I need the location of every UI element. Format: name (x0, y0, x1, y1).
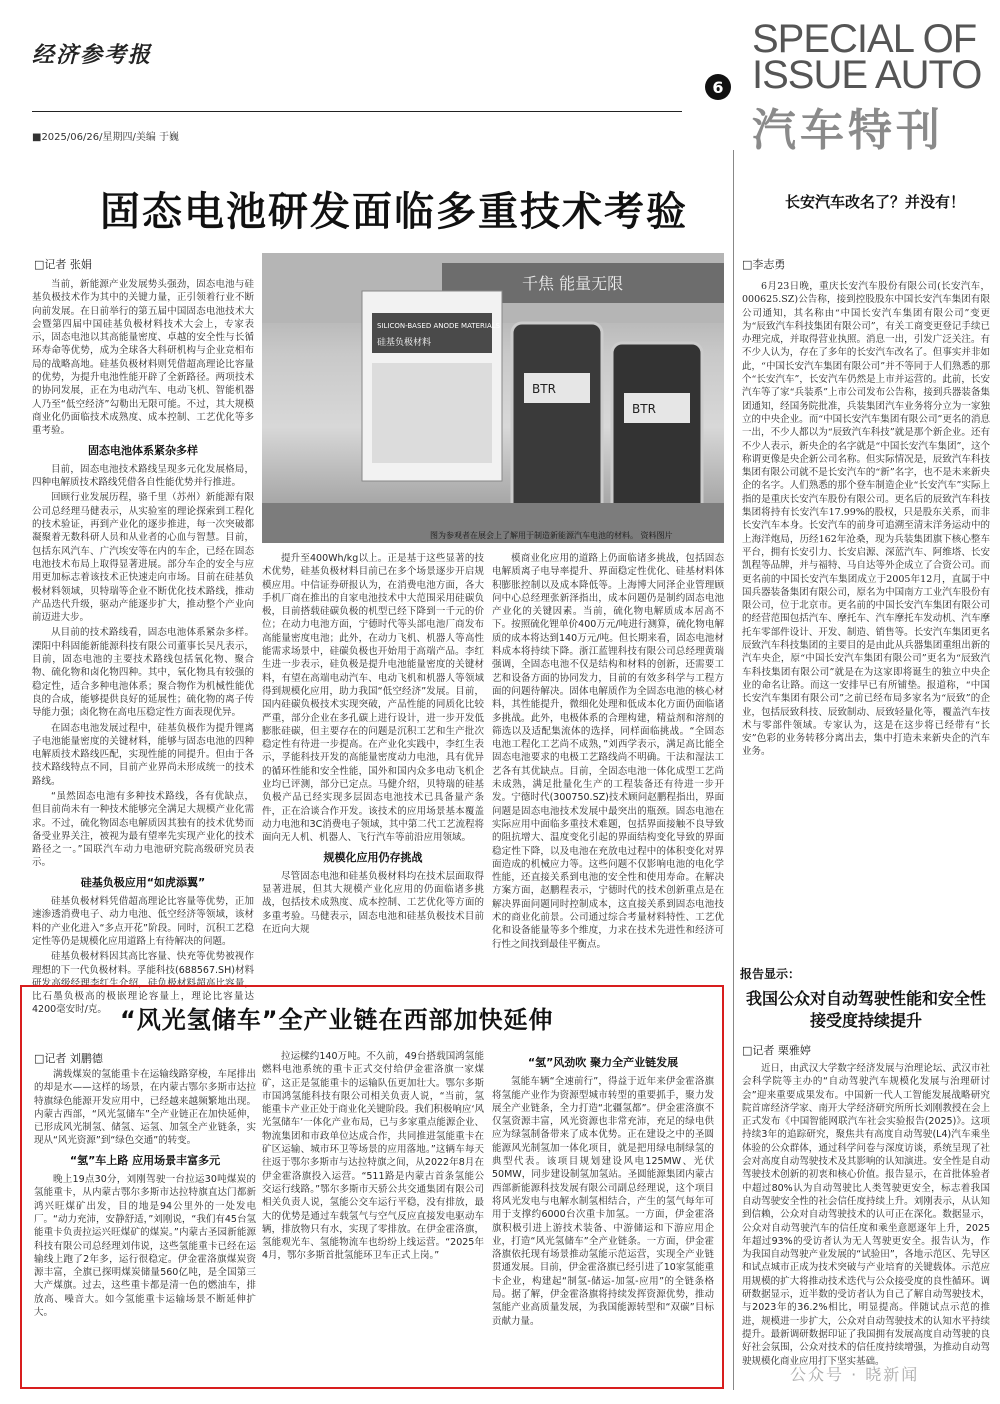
lead-paragraph: “虽然固态电池有多种技术路线，各有优缺点，但目前尚未有一种技术能够完全满足大规模产业化需求。不过，硫化物固态电解质因其独有的技术优势而备受业界关注，被视为最有望率先实现产业化的技术路径之一。”国联汽车动力电池研究院高级研究员表示。 (32, 790, 254, 869)
special-issue-label: SPECIAL OF (752, 17, 977, 61)
lead-subhead-1: 固态电池体系紧杂多样 (88, 443, 198, 457)
lead-paragraph: 提升至400Wh/kg以上。正是基于这些显著的技术优势，硅基负极材料目前已在多个场景逐步开启规模应用。中信证券研报认为，在消费电池方面，各大手机厂商在推出的自家电池技术中大范围采用硅碳负极，目前搭载硅碳负极的机型已经下降到一千元的价位；在动力电池方面，宁德时代等头部电池厂商发布高能量密度电池；此外，在动力飞机、机器人等高性能需求场景中，硅碳负极也开始用于高端产品。李红生进一步表示，硅负极是提升电池能量密度的关键材料，有望在高端电动汽车、电动飞机和机器人等领域得到规模化应用，助力我国“低空经济”发展。目前，国内硅碳负极技术实现突破，产品性能的同质化比较严重，部分企业在多孔碳上进行设计，进一步开发低膨胀硅碳，但主要存在的问题是沉积工艺和生产批次稳定性有待进一步提高。在产业化实践中，李红生表示，孚能科技开发的高能量密度动力电池，具有优异的循环性能和安全性能，国外和国内众多电动飞机企业均已评测，部分已定点。马健介绍，贝特瑞的硅基负极产品已经实现多层固态电池技术已具备量产条件，正在洽谈合作开发。该技术的应用场景基本覆盖动力电池和3C消费电子领域，其中第二代工艺流程将面向无人机、机器人、飞行汽车等前沿应用领域。 (262, 553, 484, 844)
lead-byline: □记者 张娟 (34, 258, 92, 271)
section-title: 汽车特刊 (752, 105, 944, 156)
report-kicker: 报告显示： (740, 967, 801, 981)
lead-subhead-2: 硅基负极应用“如虎添翼” (80, 875, 206, 889)
side-headline: 长安汽车改名了？并没有！ (784, 193, 965, 211)
exhibition-photo-illustration (262, 253, 724, 543)
lead-paragraph: 回顾行业发展历程，骆千里（苏州）新能源有限公司总经理马健表示，从实验室的理论探索到工程化的技术验证，再到产业化的逐步推进，每一次突破都凝聚着无数科研人员和从业者的心血与智慧。目前，包括东风汽车、广汽埃安等在内的车企，已经在固态电池技术布局上取得显著进展。部分车企的安全与应用更加标志着该技术正快速走向市场。目前在硅基负极材料领域，贝特瑞等企业不断优化技术路线，推动产品迭代升级，驱动产能逐步扩大，推动整个产业向前迈进大步。 (32, 492, 254, 624)
lead-paragraph: 模商业化应用的道路上仍面临诸多挑战，包括固态电解质离子电导率提升、界面稳定性优化、硅基材料体积膨胀控制以及成本降低等。上海博大同泽企业管理顾问中心总经理张新泽指出，成本问题仍是制约固态电池产业化的关键因素。当前，硫化物电解质成本居高不下。按照硫化锂单价400万元/吨进行测算，硫化物电解质的成本将达到140万元/吨。但长期来看，固态电池材料成本将持续下降。浙江蓝锂科技有限公司总经理黄瑞强调，全固态电池不仅是结构和材料的创新，还需要工艺和设备方面的协同发力，目前的有效多科学与工程方面的问题待解决。固体电解质作为全固态电池的核心材料，其性能提升，微细化处理和低成本化方面仍面临诸多挑战。此外，电极体系的合理构建，精益剂和溶剂的筛选以及适配集流体的选择，同样面临挑战。“全固态电池工程化工艺尚不成熟，”刘西学表示，满足高比能全固态电池要求的电极工艺路线尚不明确。干法和湿法工艺各有其优缺点。目前，全固态电池一体化成型工艺尚未成熟，满足批量化生产的工程装备还有待进一步开发。宁德时代(300750.SZ)技术顾问赵鹏程指出，界面问题是固态电池技术发展中最突出的瓶颈。固态电池在实际应用中面临多重技术难题，包括界面接触不良导致的阻抗增大、温度变化引起的界面结构变化导致的界面稳定性下降，以及电池在充放电过程中的体积变化对界面造成的机械应力等。这些问题不仅影响电池的电化学性能，还直接关系到电池的安全性和使用寿命。在解决方案方面，赵鹏程表示，宁德时代的技术创新重点是在解决界面问题同时控制成本，这直接关系到固态电池技术的商业化前景。公司通过综合考量材料特性、工艺优化和设备能量等多个维度，力求在技术先进性和经济可行性之间找到最佳平衡点。 (492, 553, 724, 950)
report-body (742, 1062, 990, 1367)
poster-title: SILICON-BASED ANODE MATERIALS (377, 322, 501, 330)
jar-label-left: BTR (532, 382, 556, 396)
side-body (742, 280, 990, 950)
dateline: ■2025/06/26/星期四/美编 于巍 (32, 132, 180, 143)
lead-subhead-3: 规模化应用仍存挑战 (323, 850, 423, 864)
feature-paragraph: 满载煤炭的氢能重卡在运输线路穿梭，车尾排出的却是水——这样的场景，在内蒙古鄂尔多斯市达拉特旗绿色能源开发应用中，已经越来越频繁地出现。内蒙古西部，“风光氢储车”全产业链正在加快延伸，已形成风光制氢、储氢、运氢、加氢全产业链条，实现从“风光资源”到“绿色交通”的转变。 (34, 1069, 256, 1147)
exhibition-photo (262, 253, 724, 543)
lead-paragraph: 目前，固态电池技术路线呈现多元化发展格局，四种电解质技术路线凭借各自性能优势并行推进。 (32, 463, 254, 489)
feature-column-2 (262, 1050, 484, 1378)
lead-paragraph: 硅基负极材料因其高比容量、快充等优势被视作理想的下一代负极材料。孚能科技(688567.SH)材料研发高级经理李红生介绍，硅负极材料超高比容量，比石墨负极高的极嵌理论容量上，理论比容量达4200毫安时/克。 (32, 951, 254, 1016)
masthead-rule (32, 111, 682, 112)
booth-banner: 千焦 能量无限 (522, 274, 624, 293)
newspaper-masthead: 经济参考报 (32, 42, 153, 68)
lead-paragraph: 在固态电池发展过程中，硅基负极作为提升锂离子电池能量密度的关键材料，能够与固态电池的四种电解质技术路线匹配，实现性能的同提升。但由于各技术路线特点不同，目前产业界尚未形成统一的技术路线。 (32, 722, 254, 787)
lead-column-2 (262, 552, 484, 972)
feature-headline: “风光氢储车”全产业链在西部加快延伸 (120, 1006, 554, 1034)
feature-column-3 (492, 1050, 714, 1378)
lead-paragraph: 从目前的技术路线看，固态电池体系紧杂多样。溧阳中科固能新能源科技有限公司董事长吴凡表示，目前，固态电池的主要技术路线包括氧化物、聚合物、硫化物和卤化物四种。其中，氧化物具有较强的稳定性，适合多种电池体系；聚合物作为机械性能优良的合成，能够提供良好的延展性；硫化物的离子传导能力强；卤化物在高电压稳定性方面表现优异。 (32, 627, 254, 719)
side-paragraph: 6月23日晚，重庆长安汽车股份有限公司(长安汽车，000625.SZ)公告称，接到控股股东中国长安汽车集团有限公司通知，其名称由“中国长安汽车集团有限公司”变更为“辰致汽车科技集团有限公司”，有关工商变更登记手续已办理完成，并取得营业执照。消息一出，引发广泛关注。有不少人认为，存在了多年的长安汽车改名了。但事实并非如此，“中国长安汽车集团有限公司”并不等同于人们熟悉的那个“长安汽车”，长安汽车仍然是上市并运营的。此前，长安汽车等了家“兵装系”上市公司发布公告称，接到兵器装备集团通知，经国务院批准，兵装集团汽车业务将分立为一家独立的中央企业。而“中国长安汽车集团有限公司”更名的消息一出，不少人都以为“辰致汽车科技”就是那个新企业。还有不少人表示，新央企的名字就是“中国长安汽车集团”，这个称谓更像是央企新公司名称。但实际情况是，辰致汽车科技集团有限公司就不是长安汽车的“新”名字，也不是未来新央企的名字。人们熟悉的那个登车制造企业“长安汽车”实际上指的是重庆长安汽车股份有限公司。更名后的辰致汽车科技集团将持有长安汽车17.99%的股权，只是股东关系，而非长安汽车本身。长安汽车的前身可追溯至清末洋务运动中的上海洋炮局，历经162年沧桑，现为兵装集团旗下核心整车平台，拥有长安引力、长安启源、深蓝汽车、阿维塔、长安凯程等品牌，并与福特、马自达等外企成立了合资公司。而更名前的中国长安汽车集团成立于2005年12月，直属于中国兵器装备集团有限公司，原名为中国南方工业汽车股份有限公司，位于北京市。更名前的中国长安汽车集团有限公司的经营范围包括汽车、摩托车、汽车摩托车发动机、汽车摩托车零部件设计、开发、制造、销售等。长安汽车集团更名辰致汽车科技集团的主要目的是由此从兵器集团重组出新的汽车央企，原“中国长安汽车集团有限公司”更名为“辰致汽车科技集团有限公司”就是在为这家即将诞生的独立中央企业的命名让路。而这一安排早已有所铺垫。报道称，“中国长安汽车集团有限公司”之前已经布局多家名为“辰致”的企业，包括辰致科技、辰致制动、辰致轻量化等，覆盖汽车技术与零部件领域。专家认为，这是在这步将已经带有“长安”色彩的业务转移分离出去，集中打造未来新央企的汽车业务。 (742, 281, 990, 758)
feature-paragraph: 氢能车辆“全速前行”，得益于近年来伊金霍洛旗将氢能产业作为资源型城市转型的重要抓手，聚力发展全产业链条，全力打造“北疆氢都”。伊金霍洛旗不仅氢资源丰富，风光资源也非常充沛，充足的绿电供应为绿氢制备带来了成本优势。正在建设之中的圣圆能源风光制氢加一体化项目，就是把用绿电制绿氢的典型代表。该项目规划建设风电125MW、光伏50MW，同步建设制氢加氢站。圣圆能源集团内蒙古西部新能源科技发展有限公司副总经理说，这个项目将风光发电与电解水制氢相结合，产生的氢气每年可用于支撑约6000台次重卡加氢。一方面，伊金霍洛旗积极引进上游技术装备、中游储运和下游应用企业，打造“风光氢储车”全产业链条。一方面，伊金霍洛旗依托现有场景推动氢能示范运营，实现全产业链贯通发展。目前，伊金霍洛旗已经引进了10家氢能重卡企业，构建起“制氢-储运-加氢-应用”的全链条格局。据了解，伊金霍洛旗将持续发挥资源优势，推动氢能产业高质量发展，为我国能源转型和“双碳”目标贡献力量。 (492, 1076, 714, 1327)
lead-paragraph: 尽管固态电池和硅基负极材料均在技术层面取得显著进展，但其大规模产业化应用的仍面临诸多挑战，包括技术成熟度、成本控制、工艺优化等方面的多重考验。马健表示，固态电池和硅基负极技术目前在近向大规 (262, 870, 484, 936)
lead-headline: 固态电池研发面临多重技术考验 (100, 188, 688, 235)
column-divider (733, 150, 734, 1390)
lead-column-1 (32, 278, 254, 1016)
lead-paragraph: 当前，新能源产业发展势头强劲，固态电池与硅基负极技术作为其中的关键力量，正引领着行业不断向前发展。在日前举行的第五届中国固态电池技术大会暨第四届中国硅基负极材料技术大会上，专家表示，固态电池以其高能量密度、卓越的安全性与长循环寿命等优势，成为全球各大科研机构与企业竞相布局的战略高地。硅基负极材料则凭借超高理论比容量的优势，为提升电池性能开辟了全新路径。两项技术的协同发展，正在为电动汽车、电动飞机、智能机器人乃至“低空经济”勾勒出无限可能。不过，其大规模商业化仍面临技术成熟度、成本控制、工艺优化等多重考验。 (32, 279, 254, 437)
feature-column-1 (34, 1068, 256, 1378)
report-paragraph: 近日，由武汉大学数字经济发展与治理论坛、武汉市社会科学院等主办的“自动驾驶汽车规模化发展与治理研讨会”迎来重要成果发布。中国新一代人工智能发展战略研究院首席经济学家、南开大学经济研究所所长刘刚教授在会上正式发布《中国智能网联汽车社会实验报告(2025)》。这项持续3年的追踪研究，聚焦共有高度自动驾驶(L4)汽车乘坐体验的公众群体，通过科学问卷与深度访谈，系统呈现了社会对高度自动驾驶技术及其影响的认知演进。安全性是自动驾驶技术创新的初衷和核心价值。报告显示，在首批体验者中超过80%认为自动驾驶比人类驾驶更安全，标志着我国自动驾驶安全性的社会信任度持续上升。刘刚表示，从认知到信赖，公众对自动驾驶技术的认可正在深化。数据显示，公众对自动驾驶汽车的信任度和乘坐意愿逐年上升，2025年超过93%的受访者认为无人驾驶更安全。报告认为，作为我国自动驾驶产业发展的“试验田”，各地示范区、先导区和试点城市正成为技术突破与产业培育的关键载体。示范应用规模的扩大将推动技术迭代与公众接受度的良性循环。调研数据显示，近半数的受访者认为自己了解自动驾驶技术，与2023年的36.2%相比，明显提高。伴随试点示范的推进，规模进一步扩大，公众对自动驾驶技术的认知水平持续提升。最新调研数据印证了我国拥有发展高度自动驾驶的良好社会氛围，公众对技术的信任度持续增强，为推动自动驾驶规模化商业应用打下坚实基础。 (742, 1063, 990, 1367)
side-byline: □李志勇 (742, 258, 786, 271)
watermark: 公众号 · 晓新闻 (790, 1365, 920, 1384)
photo-caption: 图为参观者在展会上了解用于制造新能源汽车电池的材料。 资料图片 (430, 531, 673, 540)
poster-subtitle: 硅基负极材料 (377, 338, 432, 348)
jar-label-right: BTR (632, 402, 656, 416)
lead-paragraph: 硅基负极材料凭借超高理论比容量等优势，正加速渗透消费电子、动力电池、低空经济等领域，该材料的产业化进入“多点开花”阶段。同时，沉积工艺稳定性等仍是规模化应用道路上有待解决的问题。 (32, 896, 254, 947)
feature-paragraph: 晚上19点30分，刘刚驾驶一台拉运30吨煤炭的氢能重卡，从内蒙古鄂尔多斯市达拉特旗直达门都新鸿兴旺煤矿出发，目的地是94公里外的一处发电厂。“动力充沛，安静舒适，”刘刚说，“我们有45台氢能重卡负责拉运兴旺煤矿的煤炭。”内蒙古圣园新能源科技有限公司总经理刘伟说，这些氢能重卡已经在运输线上跑了2年多，运行很稳定。伊金霍洛旗煤炭资源丰富，全旗已探明煤炭储量560亿吨，是全国第三大产煤旗。过去，这些重卡都是清一色的燃油车，排放高、噪音大。如今氢能重卡运输场景不断延伸扩大。 (34, 1174, 256, 1319)
lead-column-3 (492, 552, 724, 972)
page-number-badge: 6 (705, 74, 731, 100)
report-byline: □记者 栗雅婷 (742, 1044, 811, 1057)
feature-subhead-1: “氢”车上路 应用场景丰富多元 (69, 1153, 221, 1167)
feature-subhead-2: “氢”风劲吹 聚力全产业链发展 (527, 1056, 679, 1069)
feature-paragraph: 拉运樑约140万吨。不久前，49台搭载国鸿氢能燃料电池系统的重卡正式交付给伊金霍洛旗一家煤矿，这正是氢能重卡的运输队伍更加壮大。鄂尔多斯市国鸿氢能科技有限公司相关负责人说，“当前，氢能重卡产业正处于商业化关键阶段。我们积极响应‘风光氢储车’一体化产业布局，已与多家重点能源企业、物流集团和市政单位达成合作，共同推进氢能重卡在矿区运输、城市环卫等场景的应用落地。”这辆车每天往返于鄂尔多斯市与达拉特旗之间，从2022年8月在伊金霍洛旗投入运营。“511路是内蒙古首条氢能公交运行线路。”鄂尔多斯市天骄公共交通集团有限公司相关负责人说，氢能公交车运行平稳，没有排放，最大的优势是通过车载氢气与空气反应直接发电驱动车辆，排放物只有水，实现了零排放。在伊金霍洛旗，氢能观光车、氢能物流车也纷纷上线运营。“2025年4月，鄂尔多斯首批氢能环卫车正式上岗。” (262, 1051, 484, 1262)
feature-byline: □记者 刘鹏德 (34, 1052, 103, 1065)
issue-auto-label: ISSUE AUTO (752, 53, 982, 97)
report-headline: 我国公众对自动驾驶性能和安全性接受度持续提升 (745, 989, 986, 1030)
